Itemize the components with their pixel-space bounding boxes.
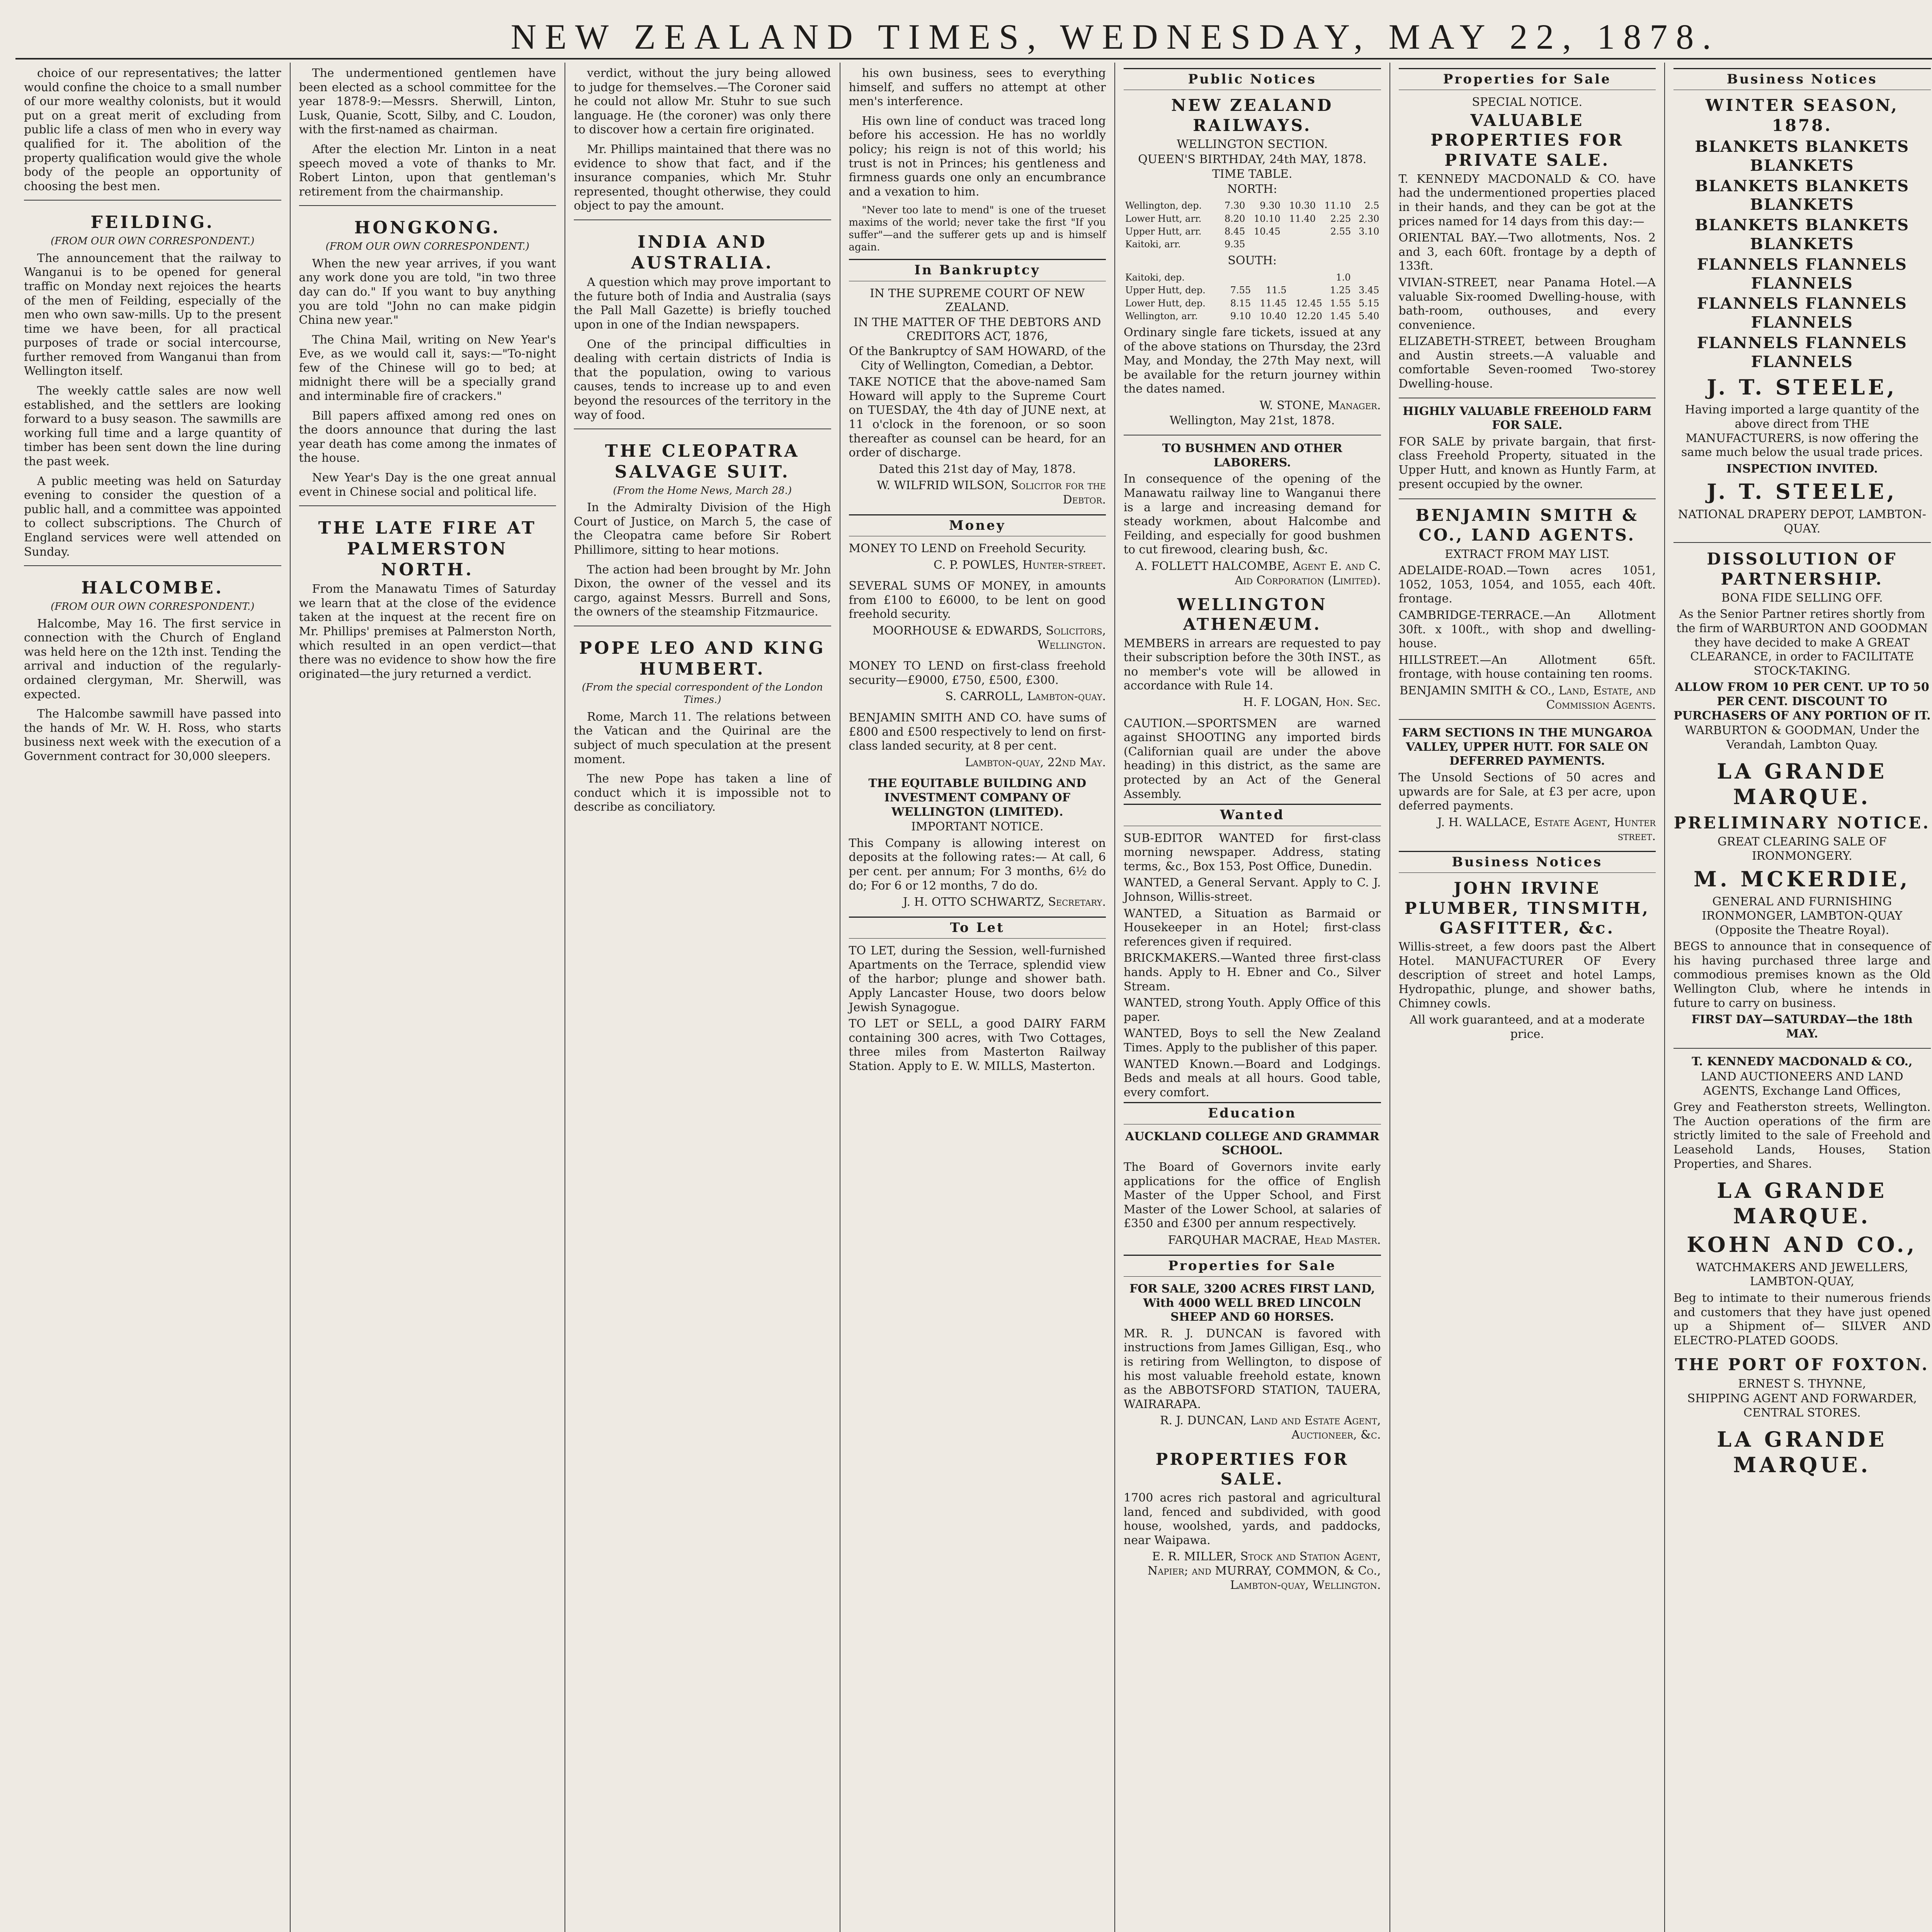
timetable-north: [1124, 199, 1381, 251]
column-4: [840, 63, 1116, 1932]
divider: [1399, 719, 1656, 720]
ad-signature: J. H. WALLACE, Estate Agent, Hunter street.: [1437, 815, 1656, 844]
article-paragraph: Rome, March 11. The relations between the Vatican and the Quirinal are the subject of much speculation at the present moment.: [574, 710, 831, 766]
la-grande-marque: LA GRANDE MARQUE.: [1717, 759, 1888, 810]
merchant-name: KOHN AND CO.,: [1687, 1232, 1918, 1257]
ad-body: As the Senior Partner retires shortly from the firm of WARBURTON AND GOODMAN they have decided to make A GREAT CLEARANCE, in order to FACILITATE STOCK-TAKING.: [1676, 607, 1928, 678]
ironmongery-ad: [1673, 813, 1931, 1041]
merchant-desc: GENERAL AND FURNISHING IRONMONGER, LAMBTON-QUAY (Opposite the Theatre Royal).: [1702, 895, 1903, 937]
table-row: [1124, 199, 1381, 212]
time-cell: 2.25: [1330, 213, 1351, 224]
notice-body: TAKE NOTICE that the above-named Sam Howard will apply to the Supreme Court on TUESDAY, the 4th day of JUNE next, at 11 o'clock in the forenoon, or so soon thereafter as counsel can be heard, for an order of discharge.: [849, 375, 1106, 460]
article-paragraph: His own line of conduct was traced long before his accession. He has no worldly policy; his reign is not of this world; his trust is not in Princes; his gentleness and firmness guards one only an encumbrance and a vexation to him.: [849, 114, 1106, 199]
time-cell: 1.25: [1330, 285, 1351, 296]
article-paragraph: The China Mail, writing on New Year's Eve, as we would call it, says:—"To-night few of the Chinese will go to bed; at midnight there will be a specially grand and interminable fire of crackers.": [299, 333, 556, 403]
ad-body: The Unsold Sections of 50 acres and upwards are for Sale, at £3 per acre, upon deferred payments.: [1398, 771, 1656, 813]
ad-subtitle: WELLINGTON SECTION.: [1177, 137, 1328, 151]
time-cell: 12.20: [1296, 310, 1322, 321]
ad-body: Willis-street, a few doors past the Albert Hotel. MANUFACTURER OF Every description of street and hotel Lamps, Hydropathic, plunge, and shower baths, Chimney cowls.: [1398, 940, 1656, 1010]
ad-body: 1700 acres rich pastoral and agricultural land, fenced and subdivided, with good house, woolshed, yards, and paddocks, near Waipawa.: [1124, 1491, 1381, 1547]
ad-body: The Board of Governors invite early applications for the office of English Master of the Upper School, and First Master of the Lower School, at salaries of £350 and £300 per annum respectively.: [1124, 1160, 1381, 1231]
time-cell: 1.0: [1336, 272, 1351, 283]
time-cell: 9.30: [1260, 200, 1281, 211]
time-cell: [1247, 238, 1282, 251]
court-name: IN THE SUPREME COURT OF NEW ZEALAND.: [870, 286, 1085, 315]
article-heading: HONGKONG.: [354, 218, 501, 238]
ad-title: PROPERTIES FOR SALE.: [1155, 1449, 1349, 1488]
masthead: [15, 15, 1932, 60]
notice-date: Dated this 21st day of May, 1878.: [879, 462, 1076, 476]
article-heading: FEILDING.: [90, 213, 215, 233]
wanted-ad: WANTED Known.—Board and Lodgings. Beds and meals at all hours. Good table, every comfort.: [1124, 1057, 1381, 1099]
merchant-name: J. T. STEELE,: [1707, 479, 1898, 504]
time-cell: 2.5: [1364, 200, 1379, 211]
station-name: Wellington, dep.: [1125, 200, 1202, 211]
ad-signature: R. J. DUNCAN, Land and Estate Agent, Auctioneer, &c.: [1160, 1414, 1381, 1442]
ad-offer: ALLOW FROM 10 PER CENT. UP TO 50 PER CENT. DISCOUNT TO PURCHASERS OF ANY PORTION OF IT.: [1673, 680, 1931, 723]
flannels-banner: FLANNELS FLANNELS FLANNELS: [1697, 333, 1907, 371]
ad-title: FARM SECTIONS IN THE MUNGAROA VALLEY, UPPER HUTT. FOR SALE ON DEFERRED PAYMENTS.: [1402, 726, 1653, 768]
article-subheading: (FROM OUR OWN CORRESPONDENT.): [51, 600, 255, 612]
time-cell: 2.30: [1359, 213, 1379, 224]
ad-subtitle: GREAT CLEARING SALE OF IRONMONGERY.: [1717, 835, 1887, 863]
act-name: IN THE MATTER OF THE DEBTORS AND CREDITORS ACT, 1876,: [854, 315, 1101, 344]
article-paragraph: A public meeting was held on Saturday evening to consider the question of a public hall, and a committee was appointed to collect subscriptions. The Church of England services were well attended on Sunday.: [24, 474, 281, 559]
timetable-south: [1124, 271, 1381, 323]
section-header-business: Business Notices: [1673, 68, 1931, 90]
merchant-desc: SHIPPING AGENT AND FORWARDER, CENTRAL STORES.: [1687, 1392, 1917, 1420]
masthead-date: WEDNESDAY, MAY 22, 1878.: [1060, 17, 1720, 56]
columns: [15, 63, 1932, 1932]
bankruptcy-notice: [849, 287, 1106, 507]
ad-title: THE EQUITABLE BUILDING AND INVESTMENT COMPANY OF WELLINGTON (LIMITED).: [868, 777, 1087, 819]
divider: [1673, 1048, 1931, 1049]
money-ad: [849, 579, 1106, 652]
timetable-direction: SOUTH:: [1228, 254, 1277, 268]
station-name: Lower Hutt, dep.: [1125, 298, 1206, 309]
time-cell: [1288, 284, 1324, 297]
table-row: [1124, 238, 1381, 251]
education-ad: [1124, 1130, 1381, 1248]
ad-body: MONEY TO LEND on Freehold Security.: [849, 542, 1087, 556]
time-cell: 10.45: [1254, 226, 1281, 237]
section-header-business: Business Notices: [1399, 851, 1656, 873]
article-paragraph: In the Admiralty Division of the High Court of Justice, on March 5, the case of the Cleopatra came before Sir Robert Phillimore, sitting to hear motions.: [574, 501, 831, 557]
ad-body: MONEY TO LEND on first-class freehold security—£9000, £750, £500, £300.: [849, 659, 1106, 687]
money-ad: [849, 659, 1106, 704]
station-name: Kaitoki, arr.: [1125, 239, 1181, 250]
article-heading: THE LATE FIRE AT PALMERSTON NORTH.: [318, 518, 537, 580]
time-cell: [1224, 271, 1252, 284]
time-cell: [1288, 271, 1324, 284]
railway-notice: [1124, 95, 1381, 428]
divider: [574, 219, 831, 220]
ad-title: BENJAMIN SMITH & CO., LAND AGENTS.: [1415, 506, 1639, 545]
article-paragraph: his own business, sees to everything himself, and suffers no attempt at other men's interference.: [849, 66, 1106, 109]
station-name: Kaitoki, dep.: [1125, 272, 1185, 283]
article-paragraph: The undermentioned gentlemen have been elected as a school committee for the year 1878-9:—Messrs. Sherwill, Linton, Lusk, Quanie, Scott, Silby, and C. Loudon, with the first-named as chairman.: [299, 66, 556, 137]
article-heading: THE CLEOPATRA SALVAGE SUIT.: [605, 441, 800, 482]
article-paragraph: Bill papers affixed among red ones on the doors announce that during the last year death has come among the inmates of the house.: [299, 409, 556, 465]
sale-day: FIRST DAY—SATURDAY—the 18th MAY.: [1691, 1013, 1913, 1041]
ad-body: This Company is allowing interest on deposits at the following rates:— At call, 6 per cent. per annum; For 3 months, 6½ do do; For 6 or 12 months, 7 do do.: [849, 836, 1106, 893]
merchant-name: J. T. STEELE,: [1707, 374, 1898, 400]
time-cell: 1.45: [1330, 310, 1351, 321]
time-cell: [1317, 238, 1352, 251]
ad-body: Having imported a large quantity of the above direct from THE MANUFACTURERS, is now offering the same much below the usual trade prices.: [1681, 403, 1923, 459]
ad-signature: WARBURTON & GOODMAN, Under the Verandah, Lambton Quay.: [1685, 724, 1920, 752]
section-header-to-let: To Let: [849, 917, 1106, 939]
table-row: [1124, 297, 1381, 310]
ad-body: BEGS to announce that in consequence of his having purchased three large and commodious premises known as the Old Wellington Club, where he intends in future to carry on business.: [1673, 940, 1931, 1010]
ad-signature: MOORHOUSE & EDWARDS, Solicitors, Wellington.: [872, 624, 1106, 652]
time-cell: 9.10: [1230, 310, 1251, 321]
wanted-ad: BRICKMAKERS.—Wanted three first-class hands. Apply to H. Ebner and Co., Silver Stream.: [1124, 951, 1381, 993]
foxton-ad: [1673, 1355, 1931, 1420]
timetable-title: TIME TABLE.: [1212, 167, 1293, 181]
la-grande-marque: LA GRANDE MARQUE.: [1717, 1178, 1888, 1229]
divider: [1673, 542, 1931, 543]
time-cell: 10.30: [1289, 200, 1316, 211]
ad-body: BENJAMIN SMITH AND CO. have sums of £800 and £500 respectively to lend on first-class landed security, at 8 per cent.: [849, 711, 1106, 753]
ad-body: CAMBRIDGE-TERRACE.—An Allotment 30ft. x 100ft., with shop and dwelling-house.: [1398, 609, 1656, 651]
ad-subtitle: EXTRACT FROM MAY LIST.: [1445, 547, 1610, 561]
time-cell: 7.30: [1225, 200, 1245, 211]
article-paragraph: The weekly cattle sales are now well established, and the settlers are looking forward to a busy season. The sawmills are working full time and a large quantity of timber has been sent down the line during the past week.: [24, 384, 281, 469]
ad-body: ADELAIDE-ROAD.—Town acres 1051, 1052, 1053, 1054, and 1055, each 40ft. frontage.: [1398, 564, 1656, 606]
article-subheading: (From the special correspondent of the London Times.): [582, 682, 823, 706]
column-6: [1390, 63, 1665, 1932]
ad-signature: W. STONE, Manager.: [1259, 399, 1381, 412]
article-paragraph: The new Pope has taken a line of conduct which it is impossible not to describe as conciliatory.: [574, 772, 831, 814]
merchant-address: NATIONAL DRAPERY DEPOT, LAMBTON-QUAY.: [1678, 508, 1926, 536]
time-cell: 8.45: [1225, 226, 1245, 237]
ad-title: THE PORT OF FOXTON.: [1675, 1355, 1929, 1374]
station-name: Upper Hutt, dep.: [1125, 285, 1206, 296]
time-cell: 2.55: [1330, 226, 1351, 237]
time-cell: [1352, 238, 1381, 251]
ad-title: JOHN IRVINE PLUMBER, TINSMITH, GASFITTER, &c.: [1404, 879, 1650, 937]
ad-title: NEW ZEALAND RAILWAYS.: [1171, 96, 1333, 135]
column-5: [1115, 63, 1390, 1932]
ad-signature: E. R. MILLER, Stock and Station Agent, Napier; and MURRAY, COMMON, & Co., Lambton-quay, Wellington.: [1147, 1550, 1381, 1592]
money-ad: [849, 542, 1106, 572]
section-header-bankruptcy: In Bankruptcy: [849, 259, 1106, 281]
section-header-money: Money: [849, 514, 1106, 536]
article-subheading: (FROM OUR OWN CORRESPONDENT.): [325, 241, 529, 253]
article-paragraph: Halcombe, May 16. The first service in connection with the Church of England was held here on the 12th inst. Tending the arrival and induction of the regularly-ordained clergyman, Mr. Sherwill, was expected.: [24, 617, 281, 701]
wanted-ad: WANTED, Boys to sell the New Zealand Times. Apply to the publisher of this paper.: [1124, 1027, 1381, 1054]
la-grande-marque: LA GRANDE MARQUE.: [1717, 1427, 1888, 1478]
article-heading: POPE LEO AND KING HUMBERT.: [579, 638, 826, 679]
special-notice: SPECIAL NOTICE.: [1472, 95, 1583, 109]
table-row: [1124, 271, 1381, 284]
time-cell: 3.45: [1359, 285, 1379, 296]
timetable-direction: NORTH:: [1227, 182, 1277, 196]
section-header-education: Education: [1124, 1102, 1381, 1124]
ad-subtitle: BONA FIDE SELLING OFF.: [1721, 591, 1883, 605]
station-name: Wellington, arr.: [1125, 310, 1198, 321]
time-cell: 11.45: [1260, 298, 1287, 309]
column-2: [291, 63, 566, 1932]
article-subheading: (From the Home News, March 28.): [613, 485, 792, 497]
table-row: [1124, 225, 1381, 238]
ad-title: WELLINGTON ATHENÆUM.: [1177, 595, 1327, 634]
property-ad: [1124, 1282, 1381, 1442]
blankets-banner: BLANKETS BLANKETS BLANKETS: [1695, 137, 1910, 175]
time-cell: 5.40: [1359, 310, 1379, 321]
column-1: [15, 63, 291, 1932]
time-cell: 11.10: [1324, 200, 1351, 211]
section-header-wanted: Wanted: [1124, 804, 1381, 826]
column-3: [565, 63, 840, 1932]
time-cell: 11.5: [1266, 285, 1287, 296]
ad-title: TO BUSHMEN AND OTHER LABORERS.: [1162, 442, 1342, 469]
article-paragraph: A question which may prove important to the future both of India and Australia (says the Pall Mall Gazette) is briefly touched upon in one of the Indian newspapers.: [574, 276, 831, 332]
time-cell: 1.55: [1330, 298, 1351, 309]
ad-title: WINTER SEASON, 1878.: [1705, 96, 1899, 135]
ad-footer: All work guaranteed, and at a moderate price.: [1410, 1013, 1645, 1041]
farm-ad: [1399, 405, 1656, 492]
article-paragraph: The announcement that the railway to Wanganui is to be opened for general traffic on Monday next rejoices the hearts of the men of Feilding, especially of the men who own saw-mills. Up to the present time we have been, for all practical purposes of trade or social intercourse, further removed from Wanganui than from Wellington itself.: [24, 251, 281, 378]
ad-body: MR. R. J. DUNCAN is favored with instructions from James Gilligan, Esq., who is retiring from Wellington, to dispose of his most valuable freehold estate, known as the ABBOTSFORD STATION, TAUERA, WAIRARAPA.: [1124, 1327, 1381, 1411]
ad-signature: J. H. OTTO SCHWARTZ, Secretary.: [903, 895, 1106, 909]
notice-signature: W. WILFRID WILSON, Solicitor for the Debtor.: [877, 479, 1106, 507]
blankets-banner: BLANKETS BLANKETS BLANKETS: [1695, 216, 1910, 253]
time-cell: 10.10: [1254, 213, 1281, 224]
time-cell: [1282, 225, 1317, 238]
ad-notice: QUEEN'S BIRTHDAY, 24th MAY, 1878.: [1138, 152, 1367, 166]
ad-body: SEVERAL SUMS OF MONEY, in amounts from £100 to £6000, to be lent on good freehold security.: [849, 579, 1106, 621]
time-cell: [1252, 271, 1288, 284]
building-society-ad: [849, 777, 1106, 909]
dissolution-ad: [1673, 549, 1931, 752]
ad-subtitle: IMPORTANT NOTICE.: [911, 820, 1044, 834]
ad-body: FOR SALE by private bargain, that first-class Freehold Property, situated in the Upper Hutt, and known as Huntly Farm, at present occupied by the owner.: [1398, 435, 1656, 491]
station-name: Lower Hutt, arr.: [1125, 213, 1202, 224]
matter-line: Of the Bankruptcy of SAM HOWARD, of the City of Wellington, Comedian, a Debtor.: [849, 345, 1106, 372]
ad-body: VIVIAN-STREET, near Panama Hotel.—A valuable Six-roomed Dwelling-house, with bath-room, outhouses, and every convenience.: [1398, 276, 1656, 332]
divider: [1399, 498, 1656, 499]
article-paragraph: The Halcombe sawmill have passed into the hands of Mr. W. H. Ross, who starts business next week with the execution of a Government contract for 30,000 sleepers.: [24, 707, 281, 763]
time-cell: [1282, 238, 1317, 251]
section-header-properties: Properties for Sale: [1399, 68, 1656, 90]
ad-signature: S. CARROLL, Lambton-quay.: [945, 690, 1106, 704]
ad-body: Grey and Featherston streets, Wellington. The Auction operations of the firm are strictly limited to the sale of Freehold and Leasehold Lands, Houses, Station Properties, and Shares.: [1673, 1100, 1931, 1171]
ad-title: T. KENNEDY MACDONALD & CO.,: [1692, 1055, 1913, 1069]
divider: [299, 205, 556, 206]
to-let-ad: TO LET or SELL, a good DAIRY FARM containing 300 acres, with Two Cottages, three miles from Masterton Railway Station. Apply to E. W. MILLS, Masterton.: [849, 1017, 1106, 1073]
article-heading: HALCOMBE.: [81, 578, 224, 598]
flannels-banner: FLANNELS FLANNELS FLANNELS: [1697, 294, 1907, 332]
bushmen-ad: [1124, 442, 1381, 588]
pull-quote: "Never too late to mend" is one of the trueset maxims of the world; never take the first "If you suffer"—and the sufferer gets up and is himself again.: [849, 204, 1106, 253]
ad-body: HILLSTREET.—An Allotment 65ft. frontage, with house containing ten rooms.: [1398, 653, 1656, 681]
divider: [299, 505, 556, 506]
land-agents-ad: [1399, 505, 1656, 712]
time-cell: [1352, 271, 1381, 284]
ad-signature: Lambton-quay, 22nd May.: [965, 755, 1106, 769]
table-row: [1124, 284, 1381, 297]
time-cell: 8.15: [1230, 298, 1251, 309]
masthead-title: NEW ZEALAND TIMES,: [510, 17, 1045, 56]
farm-sections-ad: [1399, 726, 1656, 844]
ad-signature: FARQUHAR MACRAE, Head Master.: [1168, 1233, 1381, 1247]
ad-callout: INSPECTION INVITED.: [1726, 462, 1878, 476]
column-7: [1665, 63, 1932, 1932]
ad-body: MEMBERS in arrears are requested to pay their subscription before the 30th INST., as no member's vote will be allowed in accordance with Rule 14.: [1124, 636, 1381, 693]
ad-body: T. KENNEDY MACDONALD & CO. have had the undermentioned properties placed in their hands, and they can be got at the prices named for 14 days from this day:—: [1398, 172, 1656, 228]
article-paragraph: One of the principal difficulties in dealing with certain districts of India is that the population, owing to various causes, tends to increase up to and even beyond the resources of the territory in the way of food.: [574, 337, 831, 422]
caution-ad: CAUTION.—SPORTSMEN are warned against SHOOTING any imported birds (Californian quail are under the above heading) in this district, as the same are protected by an Act of the General Assembly.: [1124, 716, 1381, 801]
merchant-name: ERNEST S. THYNNE,: [1738, 1377, 1866, 1391]
time-cell: 7.55: [1230, 285, 1251, 296]
athenaeum-ad: [1124, 595, 1381, 709]
divider: [24, 565, 281, 566]
article-paragraph: choice of our representatives; the latter would confine the choice to a small number of our more wealthy colonists, but it would put on a great merit of excluding from public life a class of men who in every way qualified for it. The abolition of the property qualification would give the whole body of the people an opportunity of choosing the best men.: [24, 66, 281, 193]
station-name: Upper Hutt, arr.: [1125, 226, 1202, 237]
ad-body: Beg to intimate to their numerous friends and customers that they have just opened up a Shipment of— SILVER AND ELECTRO-PLATED GOODS.: [1673, 1291, 1931, 1347]
article-paragraph: The action had been brought by Mr. John Dixon, the owner of the vessel and its cargo, against Messrs. Burrell and Sons, the owners of the steamship Fitzmaurice.: [574, 563, 831, 619]
ad-signature: H. F. LOGAN, Hon. Sec.: [1243, 695, 1381, 709]
wanted-ad: WANTED, a General Servant. Apply to C. J. Johnson, Willis-street.: [1124, 876, 1381, 904]
article-subheading: (FROM OUR OWN CORRESPONDENT.): [51, 235, 255, 247]
ad-date: Wellington, May 21st, 1878.: [1169, 413, 1335, 427]
auctioneer-ad: [1673, 1055, 1931, 1171]
flannels-banner: FLANNELS FLANNELS FLANNELS: [1697, 255, 1907, 293]
article-paragraph: Mr. Phillips maintained that there was no evidence to show that fact, and if the insurance companies, which Mr. Stuhr represented, thought otherwise, they could object to pay the amount.: [574, 142, 831, 213]
property-ad: [1124, 1449, 1381, 1593]
section-header-properties: Properties for Sale: [1124, 1255, 1381, 1277]
table-row: [1124, 310, 1381, 323]
ad-title: HIGHLY VALUABLE FREEHOLD FARM FOR SALE.: [1403, 404, 1652, 432]
article-heading: INDIA AND AUSTRALIA.: [631, 232, 774, 273]
wanted-ad: WANTED, strong Youth. Apply Office of this paper.: [1124, 996, 1381, 1024]
time-cell: 9.35: [1225, 239, 1245, 250]
wanted-ad: SUB-EDITOR WANTED for first-class morning newspaper. Address, stating terms, &c., Box 153, Post Office, Dunedin.: [1124, 831, 1381, 873]
ad-body: In consequence of the opening of the Manawatu railway line to Wanganui there is a large and increasing demand for steady workmen, about Halcombe and Feilding, and especially for good bushmen to cut firewood, clearing bush, &c.: [1124, 472, 1381, 557]
article-paragraph: New Year's Day is the one great annual event in Chinese social and political life.: [299, 471, 556, 499]
merchant-name: M. MCKERDIE,: [1694, 866, 1911, 891]
ad-body: ORIENTAL BAY.—Two allotments, Nos. 2 and 3, each 60ft. frontage by a depth of 133ft.: [1398, 231, 1656, 273]
wanted-ad: WANTED, a Situation as Barmaid or Housekeeper in an Hotel; first-class references given if required.: [1124, 906, 1381, 949]
jeweller-ad: [1673, 1232, 1931, 1348]
article-paragraph: From the Manawatu Times of Saturday we learn that at the close of the evidence taken at the inquest at the recent fire on Mr. Phillips' premises at Palmerston North, which resulted in an open verdict—that there was no evidence to show how the fire originated—the jury returned a verdict.: [299, 582, 556, 681]
ad-title: VALUABLE PROPERTIES FOR PRIVATE SALE.: [1430, 111, 1624, 170]
to-let-ad: TO LET, during the Session, well-furnished Apartments on the Terrace, splendid view of the harbor; plunge and shower bath. Apply Lancaster House, two doors below Jewish Synagogue.: [849, 944, 1106, 1014]
time-cell: 12.45: [1296, 298, 1322, 309]
ad-subtitle: LAND AUCTIONEERS AND LAND AGENTS, Exchange Land Offices,: [1701, 1070, 1903, 1098]
ad-body: Ordinary single fare tickets, issued at any of the above stations on Thursday, the 23rd May, and Monday, the 27th May next, will be available for the return journey within the dates named.: [1124, 326, 1381, 396]
ad-title: FOR SALE, 3200 ACRES FIRST LAND, With 4000 WELL BRED LINCOLN SHEEP AND 60 HORSES.: [1129, 1282, 1375, 1324]
time-cell: 11.40: [1289, 213, 1316, 224]
ad-body: ELIZABETH-STREET, between Brougham and Austin streets.—A valuable and comfortable Seven-roomed Two-storey Dwelling-house.: [1398, 335, 1656, 391]
ad-title: AUCKLAND COLLEGE AND GRAMMAR SCHOOL.: [1125, 1129, 1379, 1158]
ad-signature: BENJAMIN SMITH & CO., Land, Estate, and Commission Agents.: [1399, 684, 1656, 712]
ad-title: DISSOLUTION OF PARTNERSHIP.: [1707, 549, 1898, 588]
ad-title: PRELIMINARY NOTICE.: [1673, 813, 1930, 833]
article-paragraph: verdict, without the jury being allowed to judge for themselves.—The Coroner said he could not allow Mr. Stuhr to sue such language. He (the coroner) was only there to discover how a certain fire originated.: [574, 66, 831, 137]
time-cell: 8.20: [1225, 213, 1245, 224]
plumber-ad: [1399, 878, 1656, 1041]
article-paragraph: When the new year arrives, if you want any work done you are told, "in two three day can do." If you want to buy anything you are told "John no can make pidgin China new year.": [299, 257, 556, 327]
ad-signature: A. FOLLETT HALCOMBE, Agent E. and C. Aid Corporation (Limited).: [1135, 559, 1381, 587]
divider: [24, 200, 281, 201]
section-header-public-notices: Public Notices: [1124, 68, 1381, 90]
money-ad: [849, 711, 1106, 770]
merchant-desc: WATCHMAKERS AND JEWELLERS, LAMBTON-QUAY,: [1696, 1260, 1908, 1289]
article-paragraph: After the election Mr. Linton in a neat speech moved a vote of thanks to Mr. Robert Linton, upon that gentleman's retirement from the chairmanship.: [299, 142, 556, 199]
ad-signature: C. P. POWLES, Hunter-street.: [933, 558, 1106, 572]
time-cell: 3.10: [1359, 226, 1379, 237]
time-cell: 5.15: [1359, 298, 1379, 309]
blankets-banner: BLANKETS BLANKETS BLANKETS: [1695, 177, 1910, 214]
time-cell: 10.40: [1260, 310, 1287, 321]
table-row: [1124, 213, 1381, 225]
